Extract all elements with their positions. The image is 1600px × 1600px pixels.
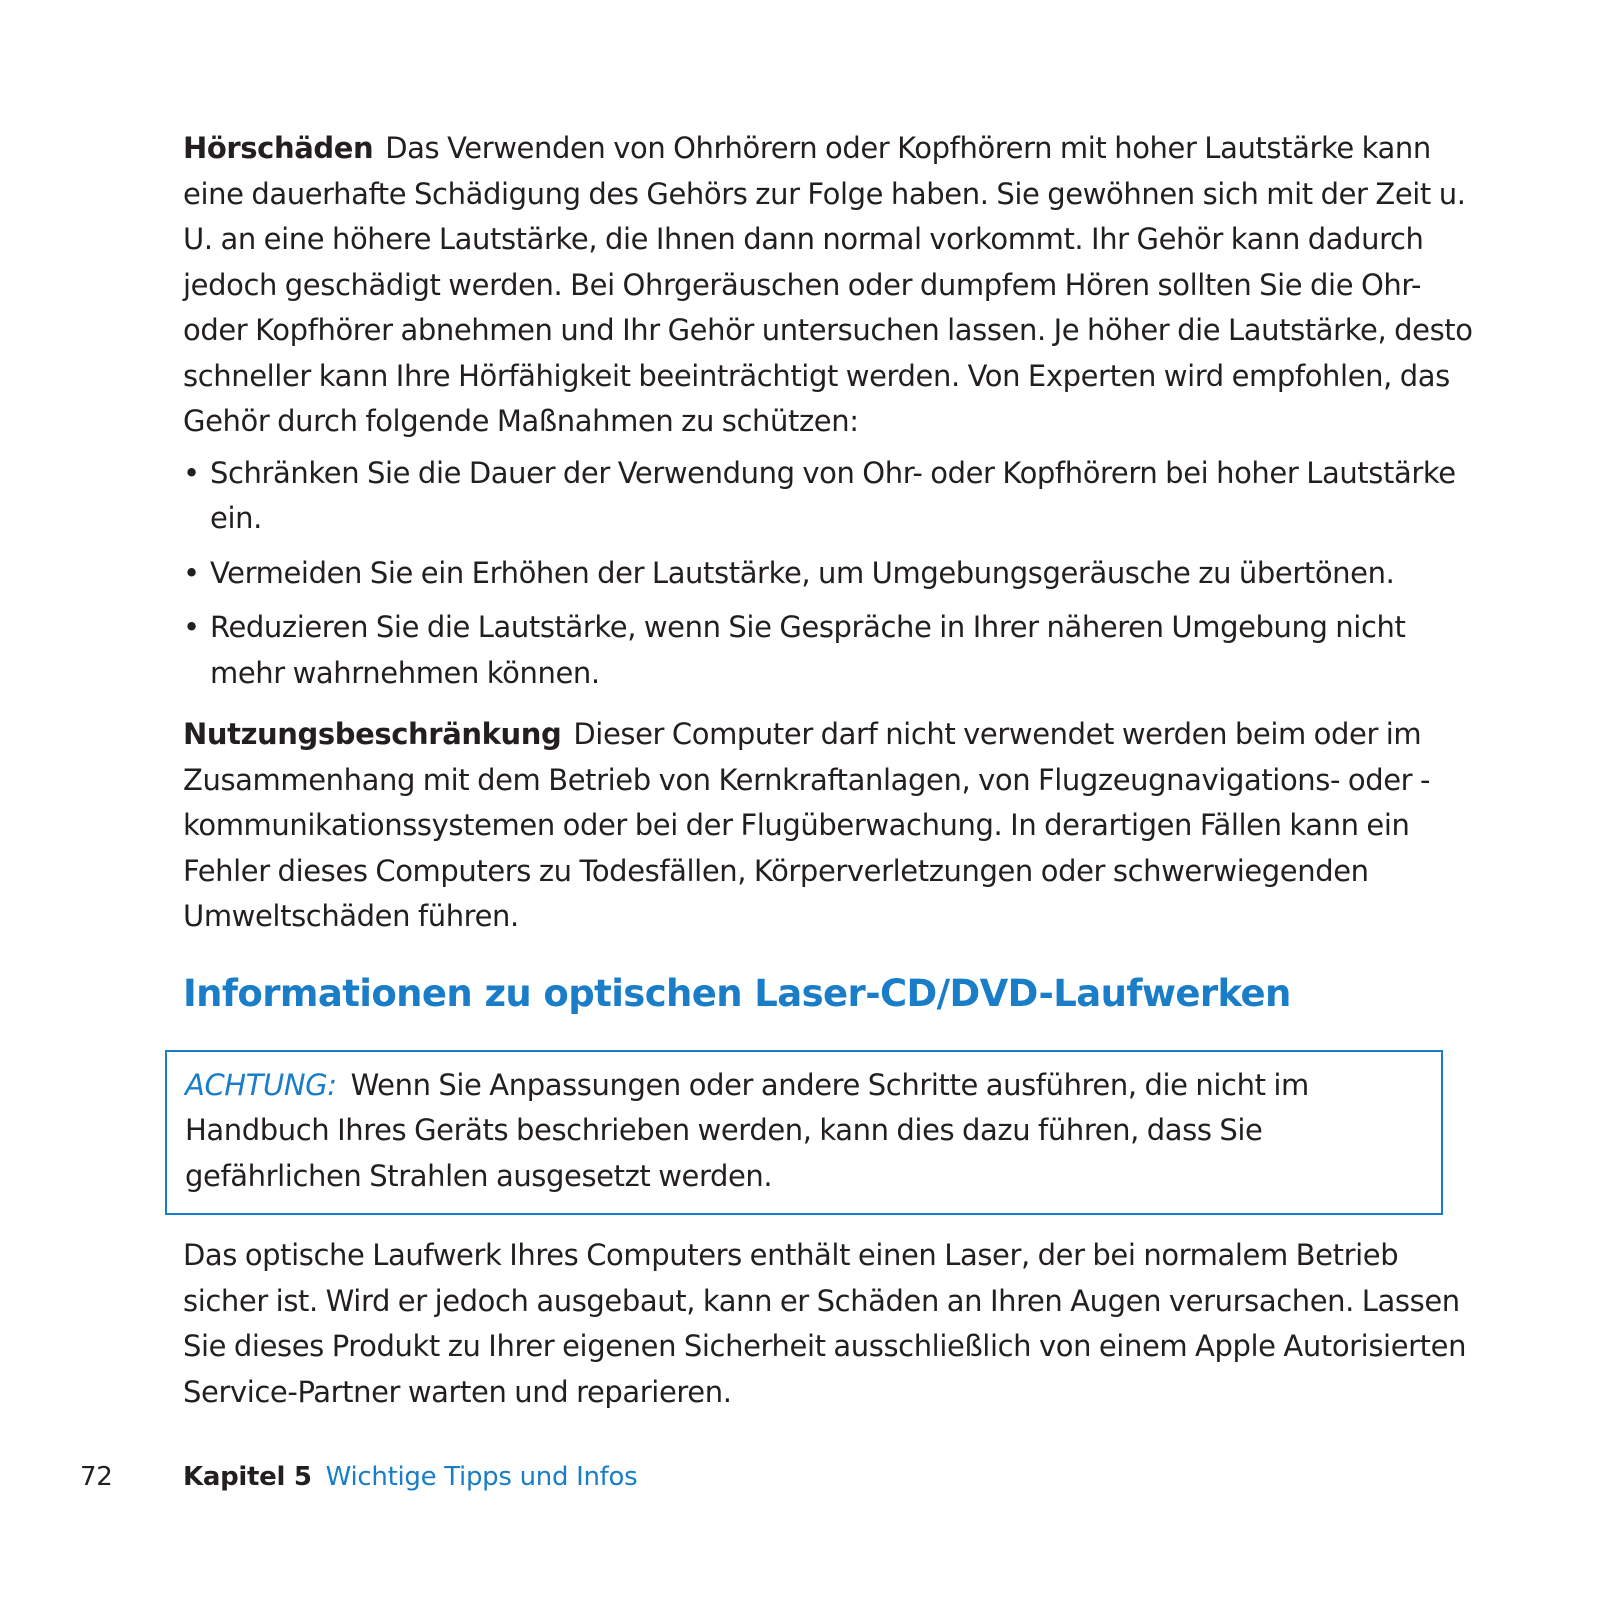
usage-heading: Nutzungsbeschränkung bbox=[183, 717, 562, 751]
warning-label: ACHTUNG: bbox=[185, 1067, 337, 1102]
list-item bbox=[183, 551, 1483, 597]
bullet-icon: • bbox=[183, 455, 200, 490]
list-item bbox=[183, 605, 1483, 696]
warning-box bbox=[165, 1050, 1443, 1216]
bullet-text: Schränken Sie die Dauer der Verwendung von Ohr- oder Kopfhörern bei hoher Lautstärke ein. bbox=[210, 455, 1456, 535]
hearing-paragraph bbox=[183, 126, 1483, 445]
hearing-bullet-list bbox=[183, 451, 1483, 697]
chapter-reference bbox=[183, 1455, 637, 1499]
laser-paragraph: Das optische Laufwerk Ihres Computers enthält einen Laser, der bei normalem Betrieb sicher ist. Wird er jedoch ausgebaut, kann er Schäden an Ihren Augen verursachen. Lassen Sie dieses Produkt zu Ihrer eigenen Sicherheit ausschließlich von einem Apple Autorisierten Service-Partner warten und reparieren. bbox=[183, 1238, 1467, 1409]
bullet-icon: • bbox=[183, 610, 200, 644]
warning-text: Wenn Sie Anpassungen oder andere Schritte ausführen, die nicht im Handbuch Ihres Geräts beschrieben werden, kann dies dazu führen, dass Sie gefährlichen Strahlen ausgesetzt werden. bbox=[185, 1067, 1309, 1193]
warning-paragraph bbox=[185, 1063, 1421, 1200]
list-item bbox=[183, 451, 1483, 542]
chapter-title: Wichtige Tipps und Infos bbox=[325, 1462, 638, 1492]
bullet-icon: • bbox=[183, 555, 200, 590]
bullet-text: Vermeiden Sie ein Erhöhen der Lautstärke, um Umgebungsgeräusche zu übertönen. bbox=[210, 555, 1395, 590]
chapter-label: Kapitel 5 bbox=[183, 1462, 312, 1492]
bullet-text: Reduzieren Sie die Lautstärke, wenn Sie Gespräche in Ihrer näheren Umgebung nicht mehr wahrnehmen können. bbox=[210, 610, 1406, 690]
hearing-heading: Hörschäden bbox=[183, 131, 374, 165]
section-title: Informationen zu optischen Laser-CD/DVD-Laufwerken bbox=[183, 971, 1291, 1015]
page-number: 72 bbox=[80, 1462, 113, 1492]
page-content bbox=[183, 126, 1483, 1415]
usage-text: Dieser Computer darf nicht verwendet werden beim oder im Zusammenhang mit dem Betrieb von Kernkraftanlagen, von Flugzeugnavigations- oder -kommunikationssystemen oder bei der Flugüberwachung. In derartigen Fällen kann ein Fehler dieses Computers zu Todesfällen, Körperverletzungen oder schwerwiegenden Umweltschäden führen. bbox=[183, 717, 1431, 933]
page-footer bbox=[0, 1455, 1600, 1499]
usage-paragraph bbox=[183, 712, 1483, 940]
hearing-text: Das Verwenden von Ohrhörern oder Kopfhörern mit hoher Lautstärke kann eine dauerhafte Schädigung des Gehörs zur Folge haben. Sie gewöhnen sich mit der Zeit u. U. an eine höhere Lautstärke, die Ihnen dann normal vorkommt. Ihr Gehör kann dadurch jedoch geschädigt werden. Bei Ohrgeräuschen oder dumpfem Hören sollten Sie die Ohr- oder Kopfhörer abnehmen und Ihr Gehör untersuchen lassen. Je höher die Lautstärke, desto schneller kann Ihre Hörfähigkeit beeinträchtigt werden. Von Experten wird empfohlen, das Gehör durch folgende Maßnahmen zu schützen: bbox=[183, 131, 1473, 438]
